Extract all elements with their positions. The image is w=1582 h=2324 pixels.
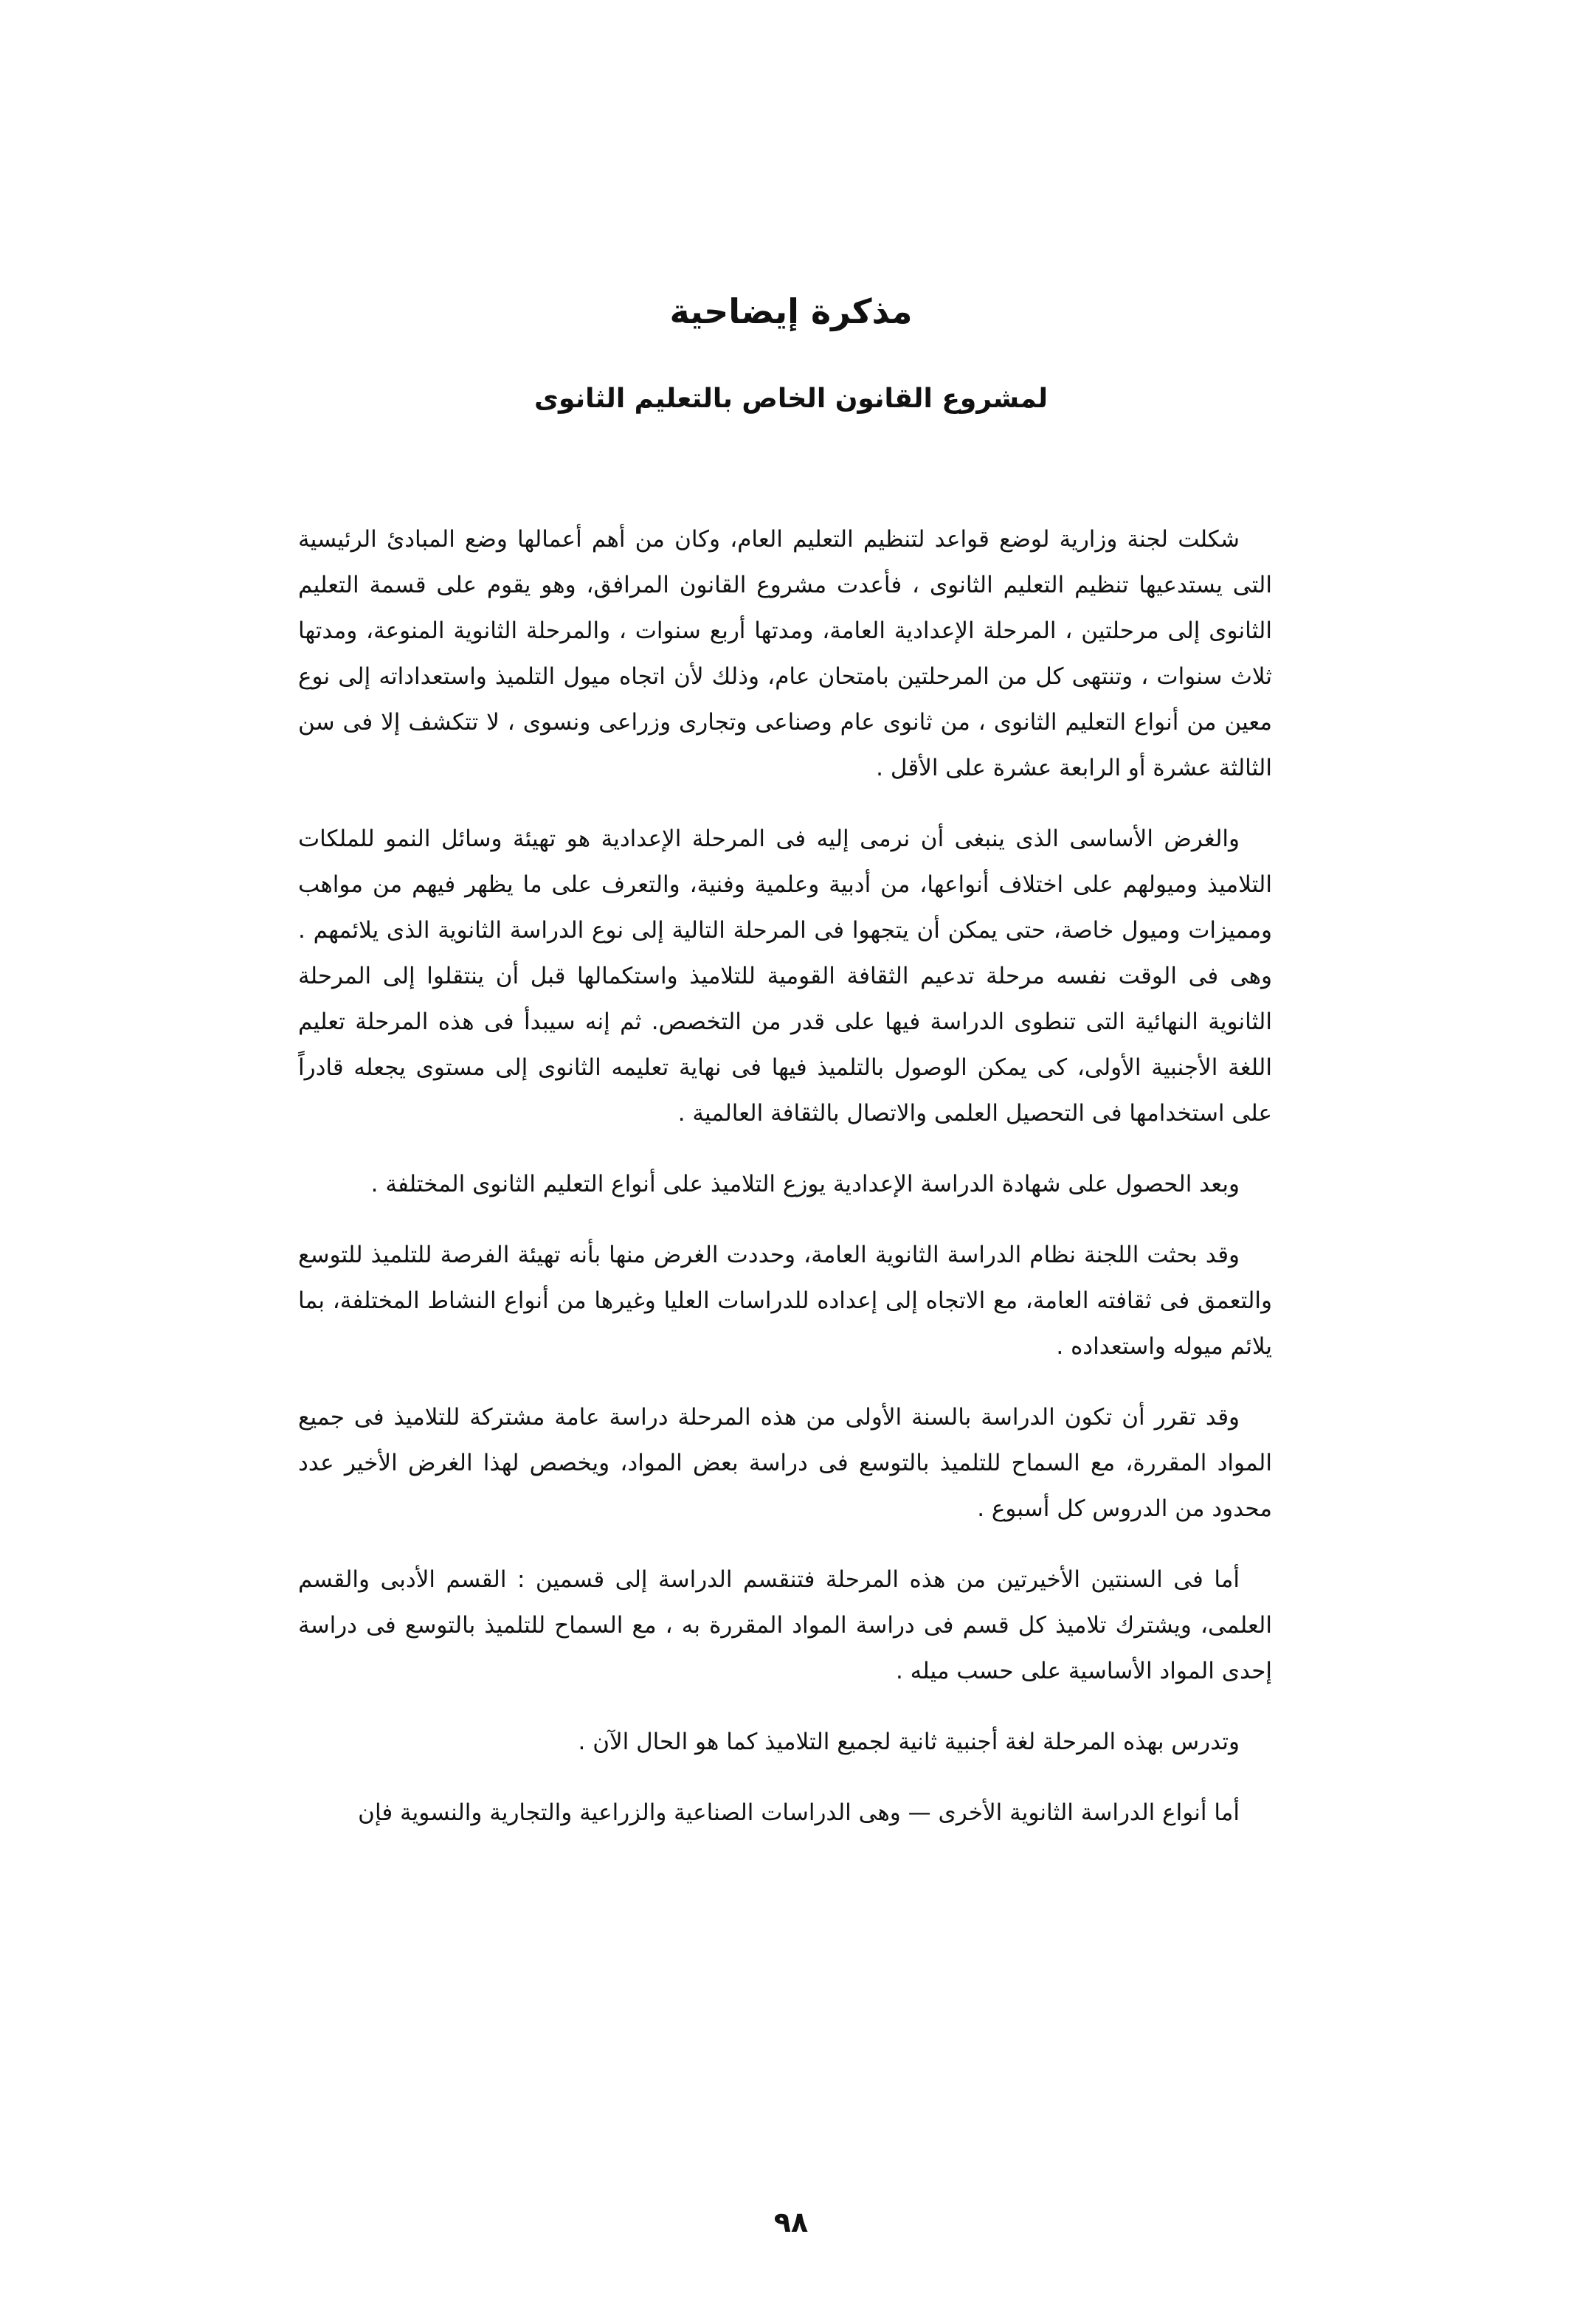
page-number: ٩٨ <box>773 2206 809 2238</box>
document-body <box>298 516 1272 1861</box>
paragraph: أما فى السنتين الأخيرتين من هذه المرحلة فتنقسم الدراسة إلى قسمين : القسم الأدبى والقسم العلمى، ويشترك تلاميذ كل قسم فى دراسة المواد المقررة به ، مع السماح للتلميذ بالتوسع فى دراسة إحدى المواد الأساسية على حسب ميله . <box>298 1566 1272 1684</box>
paragraph: أما أنواع الدراسة الثانوية الأخرى — وهى الدراسات الصناعية والزراعية والتجارية والنسوية فإن <box>358 1799 1240 1826</box>
paragraph: وبعد الحصول على شهادة الدراسة الإعدادية يوزع التلاميذ على أنواع التعليم الثانوى المختلفة . <box>370 1171 1240 1197</box>
document-subtitle: لمشروع القانون الخاص بالتعليم الثانوى <box>534 384 1048 414</box>
document-title: مذكرة إيضاحية <box>669 291 913 331</box>
paragraph: وقد تقرر أن تكون الدراسة بالسنة الأولى من هذه المرحلة دراسة عامة مشتركة للتلاميذ فى جميع المواد المقررة، مع السماح للتلميذ بالتوسع فى دراسة بعض المواد، ويخصص لهذا الغرض الأخير عدد محدود من الدروس كل أسبوع . <box>298 1404 1272 1522</box>
paragraph: شكلت لجنة وزارية لوضع قواعد لتنظيم التعليم العام، وكان من أهم أعمالها وضع المبادئ الرئيسية التى يستدعيها تنظيم التعليم الثانوى ، فأعدت مشروع القانون المرافق، وهو يقوم على قسمة التعليم الثانوى إلى مرحلتين ، المرحلة الإعدادية العامة، ومدتها أربع سنوات ، والمرحلة الثانوية المنوعة، ومدتها ثلاث سنوات ، وتنتهى كل من المرحلتين بامتحان عام، وذلك لأن اتجاه ميول التلميذ واستعداداته إلى نوع معين من أنواع التعليم الثانوى ، من ثانوى عام وصناعى وتجارى وزراعى ونسوى ، لا تتكشف إلا فى سن الثالثة عشرة أو الرابعة عشرة على الأقل . <box>298 526 1272 781</box>
paragraph: والغرض الأساسى الذى ينبغى أن نرمى إليه فى المرحلة الإعدادية هو تهيئة وسائل النمو للملكات التلاميذ وميولهم على اختلاف أنواعها، من أدبية وعلمية وفنية، والتعرف على ما يظهر فيهم من مواهب ومميزات وميول خاصة، حتى يمكن أن يتجهوا فى المرحلة التالية إلى نوع الدراسة الثانوية الذى يلائمهم . وهى فى الوقت نفسه مرحلة تدعيم الثقافة القومية للتلاميذ واستكمالها قبل أن ينتقلوا إلى المرحلة الثانوية النهائية التى تنطوى الدراسة فيها على قدر من التخصص. ثم إنه سيبدأ فى هذه المرحلة تعليم اللغة الأجنبية الأولى، كى يمكن الوصول بالتلميذ فيها فى نهاية تعليمه الثانوى إلى مستوى يجعله قادراً على استخدامها فى التحصيل العلمى والاتصال بالثقافة العالمية . <box>298 826 1272 1127</box>
paragraph: وتدرس بهذه المرحلة لغة أجنبية ثانية لجميع التلاميذ كما هو الحال الآن . <box>578 1729 1240 1755</box>
paragraph: وقد بحثت اللجنة نظام الدراسة الثانوية العامة، وحددت الغرض منها بأنه تهيئة الفرصة للتلميذ للتوسع والتعمق فى ثقافته العامة، مع الاتجاه إلى إعداده للدراسات العليا وغيرها من أنواع النشاط المختلفة، بما يلائم ميوله واستعداده . <box>298 1242 1272 1360</box>
